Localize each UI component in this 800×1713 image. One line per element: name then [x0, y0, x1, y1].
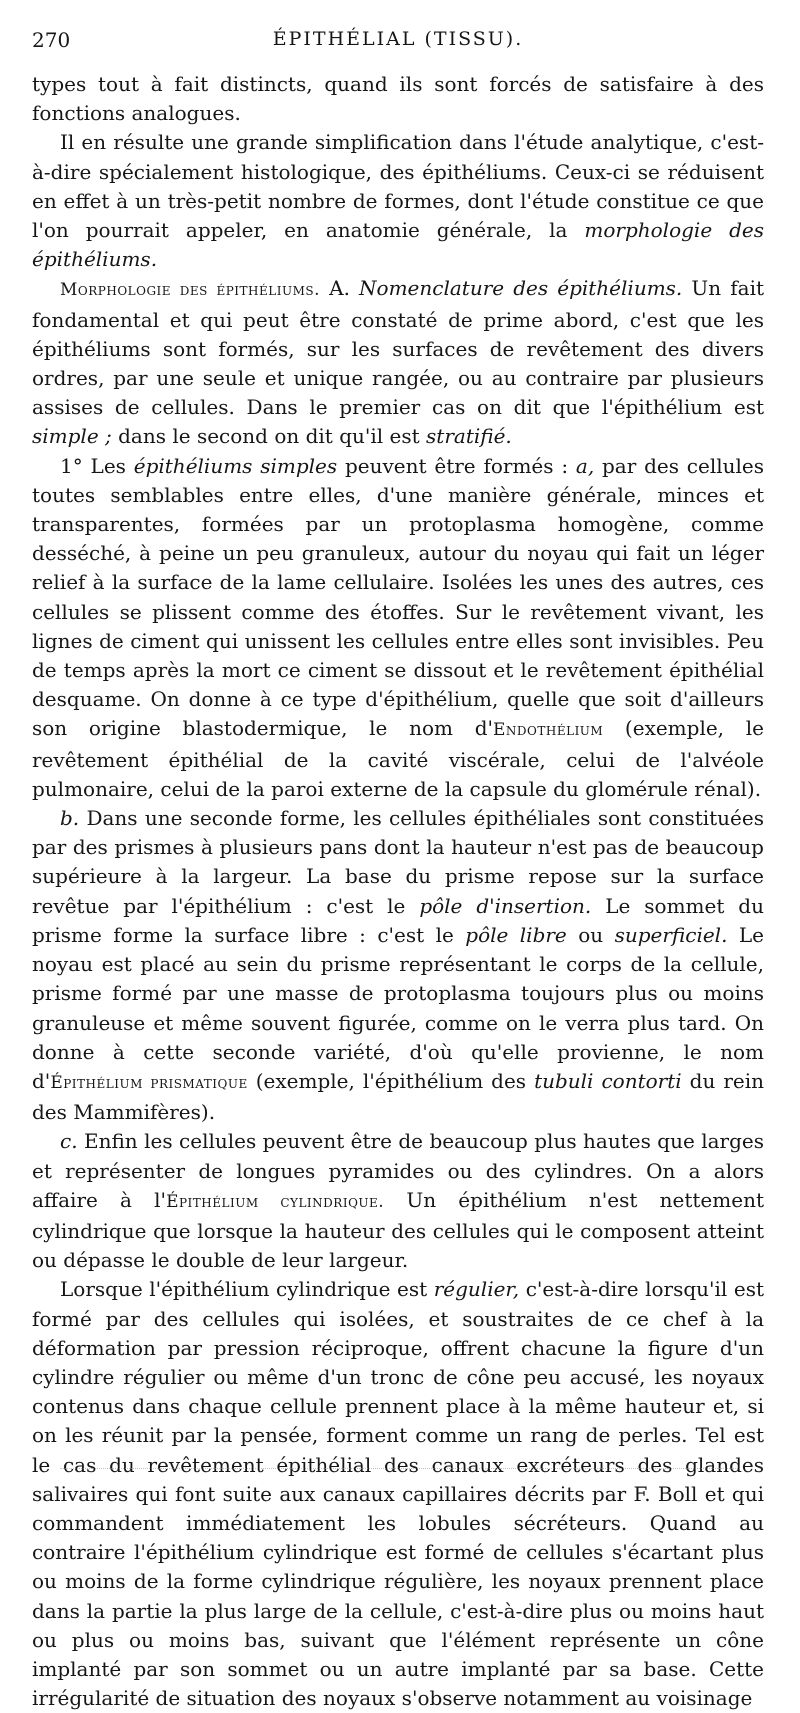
italic-term: pôle d'insertion. — [419, 893, 592, 918]
italic-term: pôle libre — [465, 922, 567, 947]
text-run: Dans une seconde forme, les cellules épithéliales sont constituées par des prismes à plusieurs pans dont la hauteur n'est pas de beaucoup supérieure à la largeur. La base du prisme repose sur la surface revêtue par l'épithélium : c'est le — [32, 806, 764, 918]
section-heading: Morphologie des épithéliums. — [60, 280, 321, 301]
italic-term: simple ; — [32, 424, 112, 449]
footer-rule — [60, 1468, 740, 1471]
text-run: du rein des Mammifères). — [32, 1068, 765, 1125]
paragraph-morphology — [32, 274, 764, 451]
paragraph-prismatic — [32, 804, 764, 1127]
text-run: Le sommet du prisme forme la surface libre : c'est le — [32, 893, 764, 947]
text-run: (exemple, le revêtement épithélial de la cavité viscérale, celui de l'alvéole pulmonaire, celui de la paroi externe de la capsule du glomérule rénal). — [32, 716, 764, 801]
text-run: Lorsque l'épithélium cylindrique est — [60, 1277, 434, 1302]
text-run: par des cellules toutes semblables entre elles, d'une manière générale, minces et transparentes, formées par un protoplasma homogène, comme desséché, à peine un peu granuleux, autour du noyau qui fait un léger relief à la surface de la lame cellulaire. Isolées les unes des autres, ces cellules se plissent comme des étoffes. Sur le revêtement vivant, les lignes de ciment qui unissent les cellules entre elles sont invisibles. Peu de temps après la mort ce ciment se dissout et le revêtement épithélial desquame. On donne à ce type d'épithélium, quelle que soit d'ailleurs son origine blastodermique, le nom d' — [32, 453, 765, 741]
text-run: ou — [566, 922, 615, 947]
italic-term: régulier, — [433, 1277, 520, 1302]
italic-term: b. — [60, 806, 80, 831]
text-run: (exemple, l'épithélium des — [247, 1068, 535, 1093]
text-run: A. — [320, 276, 360, 301]
page-number: 270 — [32, 28, 71, 52]
italic-term: a, — [575, 453, 595, 478]
paragraph-regular-cylindrical — [32, 1275, 764, 1713]
text-run: 1° Les — [60, 453, 134, 478]
italic-term: morphologie des épithéliums. — [32, 218, 764, 272]
italic-term: tubuli contorti — [534, 1068, 682, 1093]
italic-term: Nomenclature des épithéliums. — [359, 276, 683, 301]
italic-term: épithéliums simples — [133, 453, 338, 478]
italic-term: superficiel. — [614, 922, 728, 947]
text-run: c'est-à-dire lorsqu'il est formé par des cellules qui isolées, et soustraites de ce chef à la déformation par pression réciproque, offrent chacune la figure d'un cylindre régulier ou même d'un tronc de cône peu accusé, les noyaux contenus dans chaque cellule prennent place à la même hauteur et, si on les réunit par la pensée, forment comme un rang de perles. Tel est le cas du revêtement épithélial des canaux excréteurs des glandes salivaires qui font suite aux canaux capillaires décrits par F. Boll et qui commandent immédiatement les lobules sécréteurs. Quand au contraire l'épithélium cylindrique est formé de cellules s'écartant plus ou moins de la forme cylindrique régulière, les noyaux prennent place dans la partie la plus large de la cellule, c'est-à-dire plus ou moins haut ou plus ou moins bas, suivant que l'élément représente un cône implanté par son sommet ou un autre implanté par sa base. Cette irrégularité de situation des noyaux s'observe notamment au voisinage — [32, 1277, 764, 1711]
body-text — [32, 70, 764, 1713]
text-run: Le noyau est placé au sein du prisme représentant le corps de la cellule, prisme formé par une masse de protoplasma toujours plus ou moins granuleuse et même souvent figurée, comme on le verra plus tard. On donne à cette seconde variété, d'où qu'elle provienne, le nom d' — [32, 922, 764, 1093]
paragraph-simplification — [32, 128, 764, 274]
small-caps-term: Endothélium — [493, 720, 604, 741]
small-caps-term: Épithélium cylindrique. — [166, 1191, 385, 1212]
running-head: ÉPITHÉLIAL (TISSU). — [272, 28, 524, 50]
text-run: types tout à fait distincts, quand ils sont forcés de satisfaire à des fonctions analogues. — [32, 72, 764, 126]
italic-term: stratifié. — [426, 424, 512, 449]
text-run: Il en résulte une grande simplification dans l'étude analytique, c'est-à-dire spécialement histologique, des épithéliums. Ceux-ci se réduisent en effet à un très-petit nombre de formes, dont l'étude constitue ce que l'on pourrait appeler, en anatomie générale, la — [32, 130, 764, 243]
paragraph-simple-epithelia — [32, 452, 764, 804]
text-run: dans le second on dit qu'il est — [111, 424, 427, 449]
italic-term: c. — [60, 1129, 78, 1154]
text-run: Un fait fondamental et qui peut être constaté de prime abord, c'est que les épithéliums sont formés, sur les surfaces de revêtement des divers ordres, par une seule et unique rangée, ou au contraire par plusieurs assises de cellules. Dans le premier cas on dit que l'épithélium est — [32, 276, 764, 420]
page-header — [32, 28, 764, 60]
text-run: peuvent être formés : — [337, 453, 576, 478]
text-run: Enfin les cellules peuvent être de beaucoup plus hautes que larges et représenter de longues pyramides ou des cylindres. On a alors affaire à l' — [32, 1129, 764, 1212]
paragraph-continuation — [32, 70, 764, 128]
paragraph-cylindrical — [32, 1127, 764, 1275]
text-run: Un épithélium n'est nettement cylindrique que lorsque la hauteur des cellules qui le composent atteint ou dépasse le double de leur largeur. — [32, 1187, 764, 1273]
small-caps-term: Épithélium prismatique — [50, 1072, 248, 1093]
